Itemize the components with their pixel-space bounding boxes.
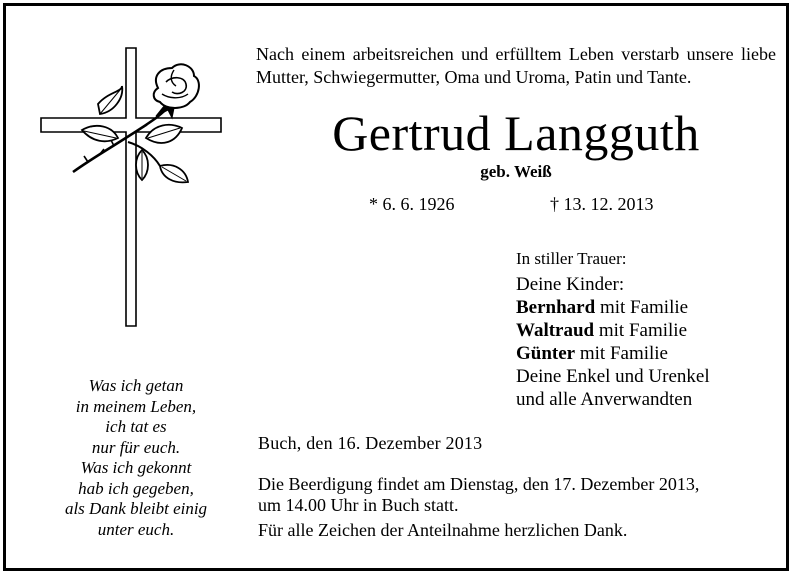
poem-line: Was ich getan xyxy=(88,376,184,395)
poem-line: hab ich gegeben, xyxy=(78,478,194,498)
poem-line: ich tat es xyxy=(105,417,167,436)
mourner-line: und alle Anverwandten xyxy=(516,389,693,410)
deceased-name: Gertrud Langguth xyxy=(332,105,700,161)
mourning-intro: In stiller Trauer: xyxy=(516,249,627,268)
poem xyxy=(36,376,236,540)
funeral-line: Die Beerdigung findet am Dienstag, den 17. Dezember 2013, xyxy=(258,474,700,494)
mourner-line: Waltraud mit Familie xyxy=(516,320,688,341)
funeral-info xyxy=(258,474,758,516)
cross-with-rose-icon xyxy=(38,46,228,336)
thanks-text: Für alle Zeichen der Anteilnahme herzlichen Dank. xyxy=(258,520,628,540)
mourner-line: Deine Enkel und Urenkel xyxy=(516,366,710,387)
mourner-line: Bernhard mit Familie xyxy=(516,297,689,318)
birth-date: * 6. 6. 1926 xyxy=(369,194,455,214)
mourner-line: Günter mit Familie xyxy=(516,343,668,364)
death-date: † 13. 12. 2013 xyxy=(550,194,654,214)
mourner-line: Deine Kinder: xyxy=(516,274,625,295)
funeral-line: um 14.00 Uhr in Buch statt. xyxy=(258,495,459,515)
mourners-list xyxy=(516,273,710,411)
poem-line: in meinem Leben, xyxy=(75,396,197,416)
poem-line: als Dank bleibt einig xyxy=(64,499,208,518)
place-date: Buch, den 16. Dezember 2013 xyxy=(258,433,483,453)
maiden-name: geb. Weiß xyxy=(480,162,552,181)
poem-line: unter euch. xyxy=(97,519,175,539)
poem-line: Was ich gekonnt xyxy=(80,458,192,477)
intro-text: Nach einem arbeitsreichen und erfülltem Leben verstarb unsere liebe Mutter, Schwiegermutter, Oma und Uroma, Patin und Tante. xyxy=(256,44,776,87)
obituary-notice xyxy=(3,3,789,571)
poem-line: nur für euch. xyxy=(91,437,181,457)
